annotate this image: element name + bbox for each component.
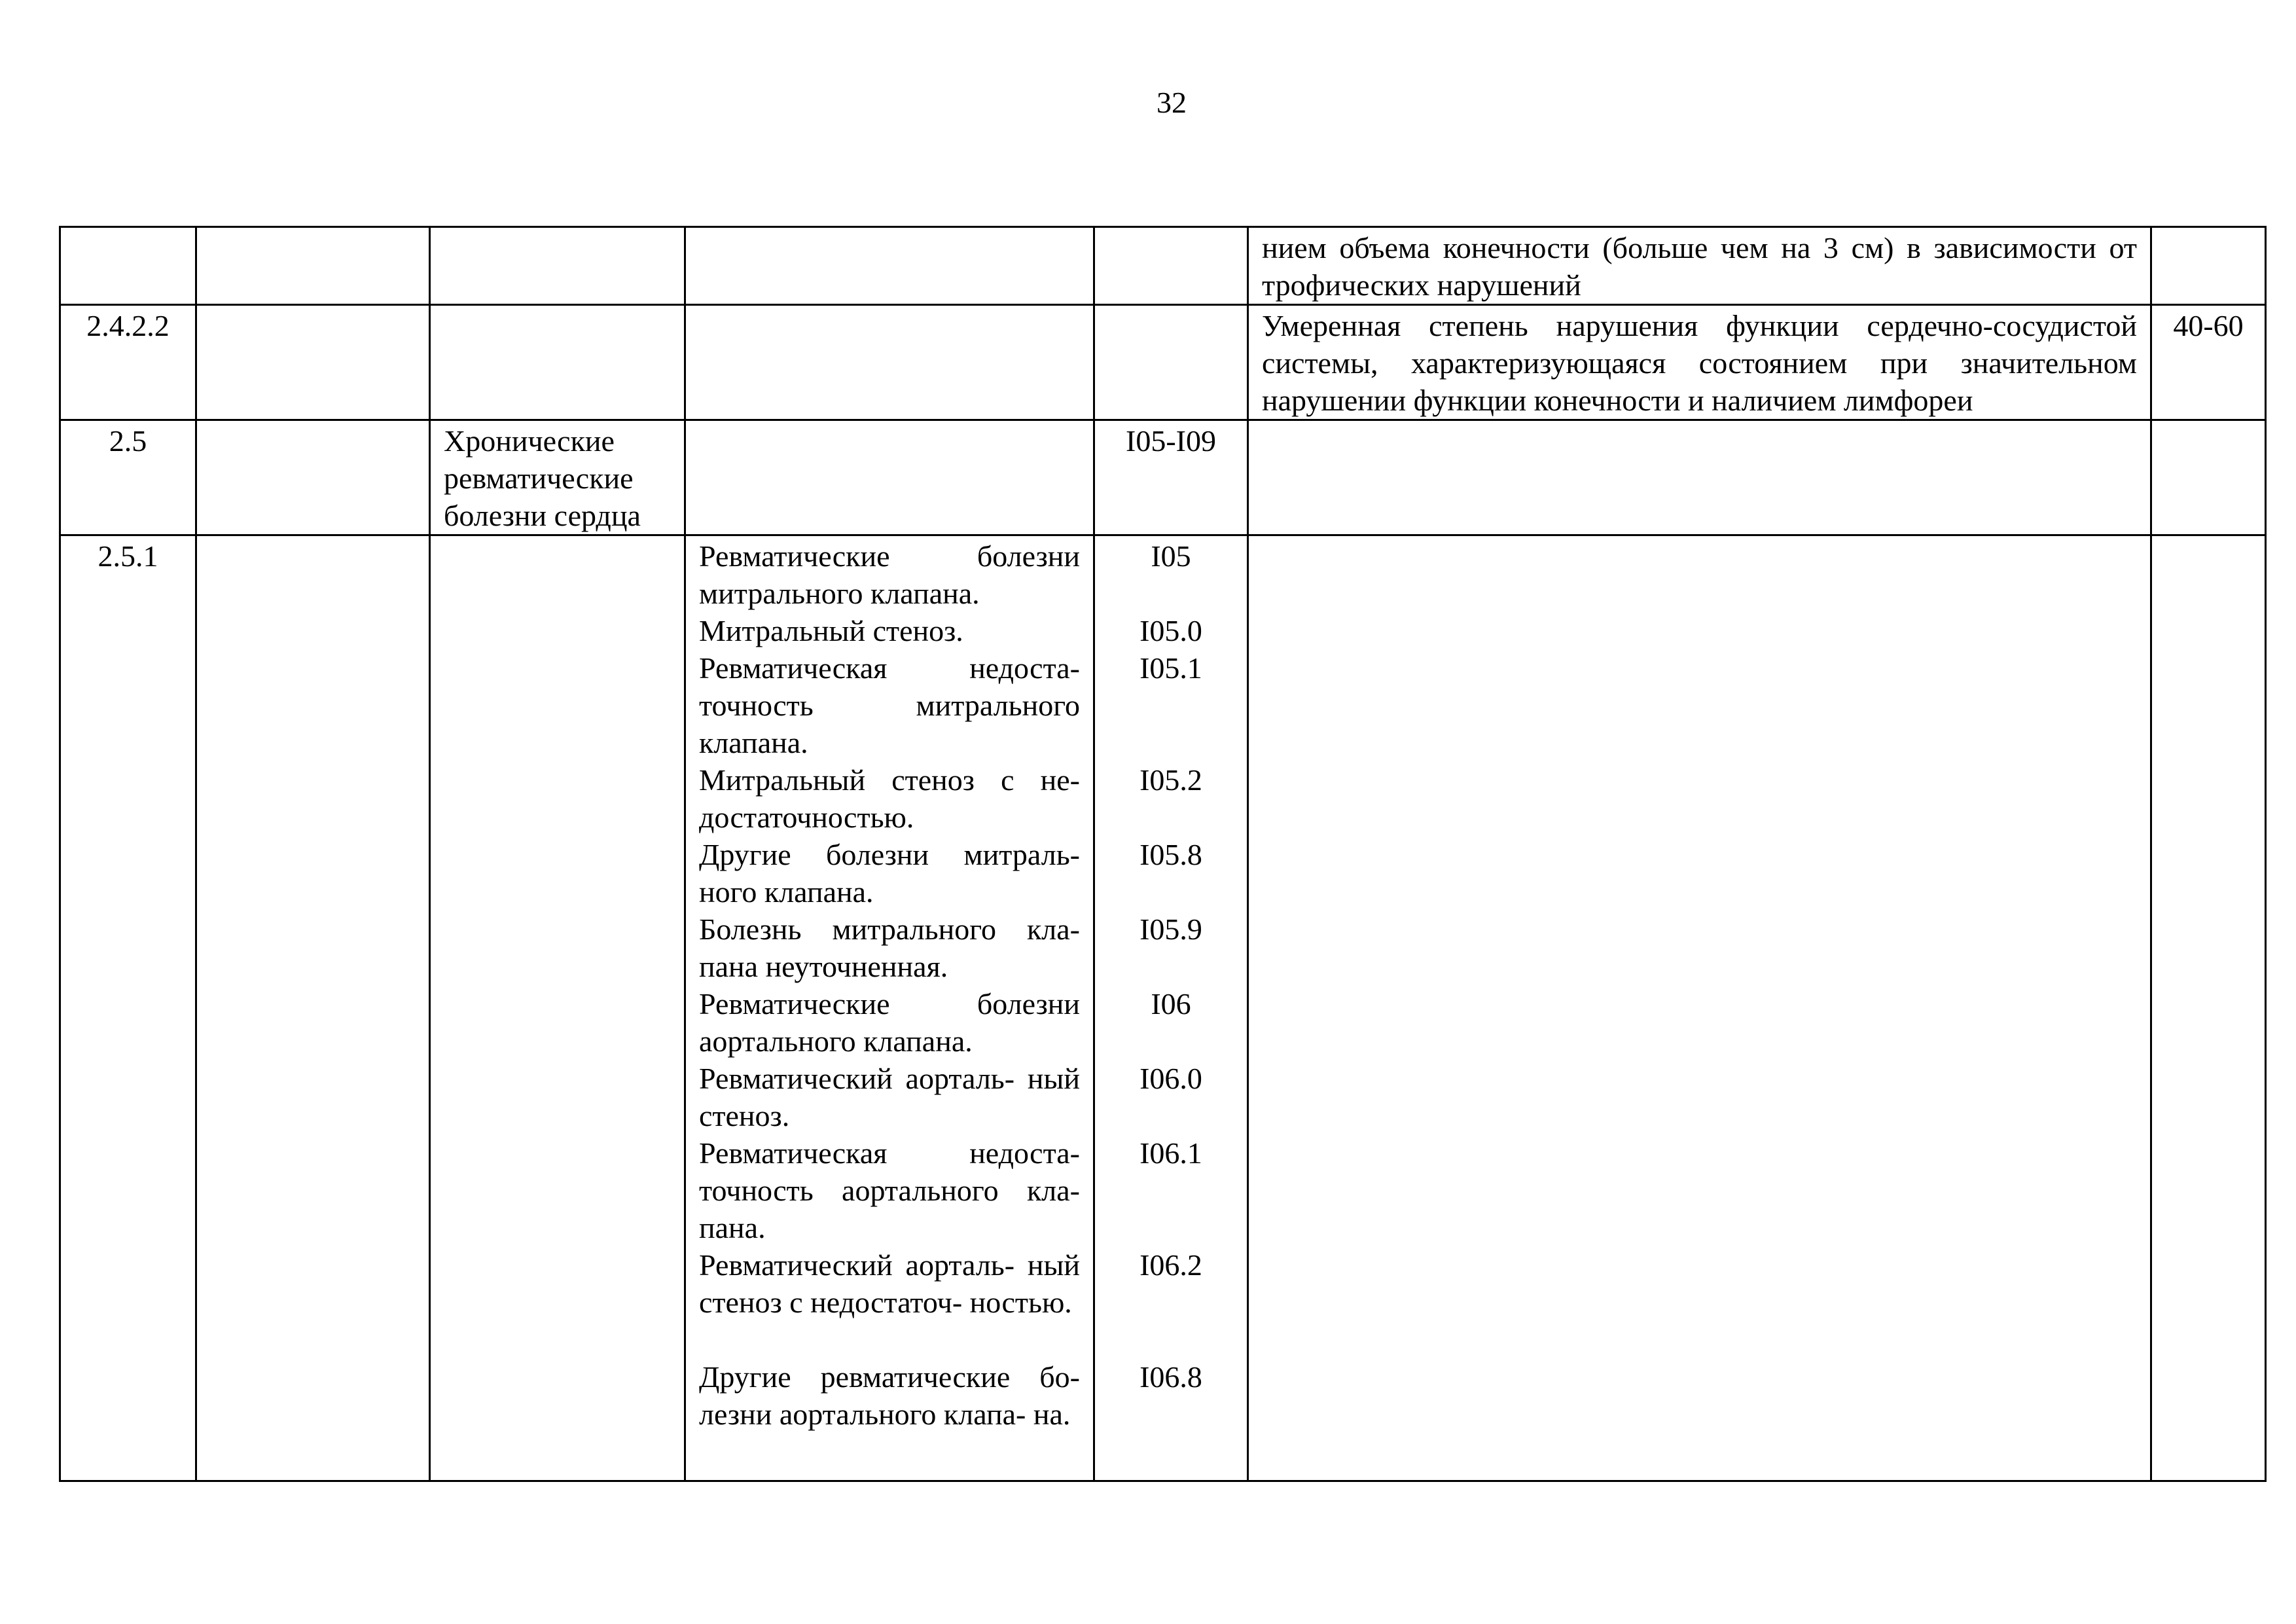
icd-code: I05.9 [1139, 912, 1202, 946]
diagnosis-entry: Другие болезни митраль- ного клапана. [699, 838, 1080, 909]
diagnosis-entry: Болезнь митрального кла- пана неуточненная. [699, 912, 1080, 983]
disease-cell [685, 305, 1094, 420]
criteria-description: нием объема конечности (больше чем на 3 см) в зависимости от трофических нарушений [1248, 227, 2151, 305]
diagnosis-entry: Митральный стеноз с не- достаточностью. [699, 763, 1080, 834]
disability-percent: 40-60 [2151, 305, 2266, 420]
row-number [60, 227, 196, 305]
disability-percent [2151, 535, 2266, 1481]
empty-cell [196, 227, 430, 305]
diagnosis-entry: Ревматическая недоста- точность митрального клапана. [699, 651, 1080, 759]
diagnosis-entry: Другие ревматические бо- лезни аортального клапа- на. [699, 1360, 1080, 1431]
row-number: 2.5 [60, 420, 196, 535]
icd-code-list-cell [1094, 535, 1248, 1481]
table-row [60, 420, 2266, 535]
diagnosis-entry: Ревматический аорталь- ный стеноз с недостаточ- ностью. [699, 1248, 1080, 1319]
icd-code: I05.1 [1139, 651, 1202, 685]
empty-cell [196, 535, 430, 1481]
table-row [60, 535, 2266, 1481]
icd-code: I06.8 [1139, 1360, 1202, 1394]
diagnosis-entry: Митральный стеноз. [699, 614, 963, 647]
icd-code: I06 [1151, 987, 1191, 1020]
icd-code-cell: I05-I09 [1094, 420, 1248, 535]
diagnosis-entry: Ревматическая недоста- точность аортального кла- пана. [699, 1136, 1080, 1244]
criteria-description: Умеренная степень нарушения функции сердечно-сосудистой системы, характеризующаяся состоянием при значительном нарушении функции конечности и наличием лимфореи [1248, 305, 2151, 420]
empty-cell [196, 305, 430, 420]
group-cell [430, 227, 685, 305]
disease-list-cell [685, 535, 1094, 1481]
empty-cell [196, 420, 430, 535]
disability-percent [2151, 420, 2266, 535]
criteria-description [1248, 420, 2151, 535]
group-cell: Хронические ревматические болезни сердца [430, 420, 685, 535]
disability-percent [2151, 227, 2266, 305]
disease-cell [685, 420, 1094, 535]
icd-code-cell [1094, 227, 1248, 305]
disability-criteria-table [59, 226, 2267, 1482]
diagnosis-entry: Ревматические болезни аортального клапана. [699, 987, 1080, 1058]
table-row [60, 227, 2266, 305]
row-number: 2.5.1 [60, 535, 196, 1481]
icd-code: I06.0 [1139, 1062, 1202, 1095]
diagnosis-entry: Ревматический аорталь- ный стеноз. [699, 1062, 1080, 1132]
row-number: 2.4.2.2 [60, 305, 196, 420]
icd-code: I05.0 [1139, 614, 1202, 647]
criteria-description [1248, 535, 2151, 1481]
disease-cell [685, 227, 1094, 305]
icd-code: I05 [1151, 539, 1191, 573]
icd-code: I05.8 [1139, 838, 1202, 871]
icd-code: I06.1 [1139, 1136, 1202, 1170]
table-row [60, 305, 2266, 420]
page-number: 32 [1157, 86, 1187, 119]
group-cell [430, 535, 685, 1481]
icd-code: I05.2 [1139, 763, 1202, 797]
icd-code: I06.2 [1139, 1248, 1202, 1282]
group-cell [430, 305, 685, 420]
diagnosis-entry: Ревматические болезни митрального клапана. [699, 539, 1080, 610]
icd-code-cell [1094, 305, 1248, 420]
